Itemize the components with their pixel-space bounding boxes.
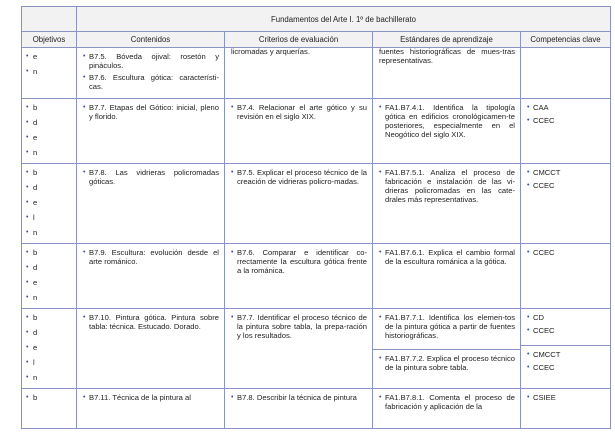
criterio-text: licromadas y arquerías. bbox=[231, 47, 310, 56]
competencia-item: • CAA bbox=[527, 103, 605, 112]
competencia-item: • CCEC bbox=[527, 116, 605, 125]
estandar-item: • FA1.B7.4.1. Identifica la tipología gótica en edificios cronológicamen-te posteriores, especialmente en el Neogótico del siglo XIX. bbox=[379, 103, 515, 139]
contenidos-cell bbox=[77, 48, 225, 99]
criterios-cell bbox=[225, 389, 373, 429]
contenidos-cell bbox=[77, 99, 225, 164]
competencia-item: • CD bbox=[527, 313, 605, 322]
objetivo-item: • e bbox=[26, 52, 76, 67]
objetivos-cell bbox=[22, 244, 77, 309]
objetivo-item: • b bbox=[26, 248, 76, 263]
criterios-cell bbox=[225, 99, 373, 164]
competencia-item: • CSIEE bbox=[527, 393, 605, 402]
contenidos-cell bbox=[77, 164, 225, 244]
objetivo-item: • l bbox=[26, 358, 76, 373]
estandares-cell bbox=[373, 389, 521, 429]
objetivo-item: • e bbox=[26, 343, 76, 358]
estandar-item: • FA1.B7.5.1. Analiza el proceso de fabricación e instalación de las vi-drieras policromadas en las cate-drales más representativas. bbox=[379, 168, 515, 204]
header-competencias: Competencias clave bbox=[521, 32, 611, 48]
table-row bbox=[22, 48, 611, 99]
objetivo-item: • b bbox=[26, 103, 76, 118]
contenido-item: • B7.9. Escultura: evolución desde el arte románico. bbox=[83, 248, 219, 266]
contenido-item: • B7.7. Etapas del Gótico: inicial, pleno y florido. bbox=[83, 103, 219, 121]
objetivos-cell bbox=[22, 309, 77, 389]
objetivo-item: • b bbox=[26, 393, 76, 408]
objetivo-item: • e bbox=[26, 198, 76, 213]
objetivo-item: • n bbox=[26, 373, 76, 388]
table-row bbox=[22, 309, 611, 389]
objetivo-item: • e bbox=[26, 278, 76, 293]
objetivos-cell bbox=[22, 389, 77, 429]
estandares-cell bbox=[373, 244, 521, 309]
contenido-item: • B7.5. Bóveda ojival: rosetón y pináculos. bbox=[83, 52, 219, 70]
criterio-text: • B7.6. Comparar e identificar co-rrectamente la escultura gótica frente a la románica. bbox=[231, 248, 367, 275]
objetivo-item: • b bbox=[26, 313, 76, 328]
estandares-cell bbox=[373, 309, 521, 389]
objetivos-cell bbox=[22, 164, 77, 244]
contenidos-cell bbox=[77, 309, 225, 389]
estandar-item: fuentes historiográficas de mues-tras representativas. bbox=[379, 47, 515, 65]
contenidos-cell bbox=[77, 389, 225, 429]
criterios-cell bbox=[225, 48, 373, 99]
objetivo-item: • n bbox=[26, 228, 76, 243]
competencia-item: • CCEC bbox=[527, 248, 605, 257]
competencia-item: • CMCCT bbox=[527, 350, 605, 359]
objetivo-item: • d bbox=[26, 118, 76, 133]
contenido-item: • B7.10. Pintura gótica. Pintura sobre tabla: técnica. Estucado. Dorado. bbox=[83, 313, 219, 331]
criterio-text: • B7.7. Identificar el proceso técnico de la pintura sobre tabla, la prepa-ración y los resultados. bbox=[231, 313, 367, 340]
objetivo-item: • n bbox=[26, 67, 76, 82]
objetivo-item: • n bbox=[26, 148, 76, 163]
objetivo-item: • d bbox=[26, 183, 76, 198]
header-estandares: Estándares de aprendizaje bbox=[373, 32, 521, 48]
criterio-text: • B7.8. Describir la técnica de pintura bbox=[231, 393, 367, 402]
objetivo-item: • b bbox=[26, 168, 76, 183]
header-criterios: Criterios de evaluación bbox=[225, 32, 373, 48]
contenidos-cell bbox=[77, 244, 225, 309]
competencia-item: • CCEC bbox=[527, 181, 605, 190]
estandar-item: • FA1.B7.7.2. Explica el proceso técnico de la pintura sobre tabla. bbox=[379, 354, 515, 372]
title-row bbox=[22, 7, 611, 32]
table-row bbox=[22, 164, 611, 244]
estandar-item: • FA1.B7.6.1. Explica el cambio formal de la escultura románica a la gótica. bbox=[379, 248, 515, 266]
corner-cell bbox=[22, 7, 77, 32]
header-contenidos: Contenidos bbox=[77, 32, 225, 48]
objetivos-cell bbox=[22, 48, 77, 99]
contenido-item: • B7.6. Escultura gótica: característi-cas. bbox=[83, 73, 219, 91]
criterio-text: • B7.5. Explicar el proceso técnico de la creación de vidrieras policro-madas. bbox=[231, 168, 367, 186]
criterios-cell bbox=[225, 164, 373, 244]
competencias-cell bbox=[521, 309, 611, 389]
estandar-item: • FA1.B7.8.1. Comenta el proceso de fabricación y aplicación de la bbox=[379, 393, 515, 411]
objetivos-cell bbox=[22, 99, 77, 164]
competencias-cell bbox=[521, 244, 611, 309]
table-row bbox=[22, 244, 611, 309]
competencias-subcell bbox=[521, 345, 610, 372]
contenido-item: • B7.8. Las vidrieras policromadas góticas. bbox=[83, 168, 219, 186]
table-title: Fundamentos del Arte I. 1º de bachillerato bbox=[77, 7, 611, 32]
competencias-cell bbox=[521, 389, 611, 429]
objetivo-item: • e bbox=[26, 133, 76, 148]
estandares-cell bbox=[373, 48, 521, 99]
contenido-item: • B7.11. Técnica de la pintura al bbox=[83, 393, 219, 402]
header-objetivos: Objetivos bbox=[22, 32, 77, 48]
objetivo-item: • d bbox=[26, 263, 76, 278]
competencia-item: • CMCCT bbox=[527, 168, 605, 177]
competencias-cell bbox=[521, 164, 611, 244]
competencias-cell bbox=[521, 99, 611, 164]
criterio-text: • B7.4. Relacionar el arte gótico y su revisión en el siglo XIX. bbox=[231, 103, 367, 121]
competencias-cell bbox=[521, 48, 611, 99]
competencia-item: • CCEC bbox=[527, 326, 605, 335]
estandar-subcell bbox=[373, 349, 520, 372]
estandar-item: • FA1.B7.7.1. Identifica los elemen-tos de la pintura gótica a partir de fuentes historiográficas. bbox=[379, 313, 515, 340]
objetivo-item: • l bbox=[26, 213, 76, 228]
criterios-cell bbox=[225, 244, 373, 309]
competencia-item: • CCEC bbox=[527, 363, 605, 372]
header-row bbox=[22, 32, 611, 48]
objetivo-item: • d bbox=[26, 328, 76, 343]
estandares-cell bbox=[373, 164, 521, 244]
table-row bbox=[22, 99, 611, 164]
estandares-cell bbox=[373, 99, 521, 164]
table-row bbox=[22, 389, 611, 429]
criterios-cell bbox=[225, 309, 373, 389]
curriculum-table bbox=[21, 6, 611, 429]
objetivo-item: • n bbox=[26, 293, 76, 308]
